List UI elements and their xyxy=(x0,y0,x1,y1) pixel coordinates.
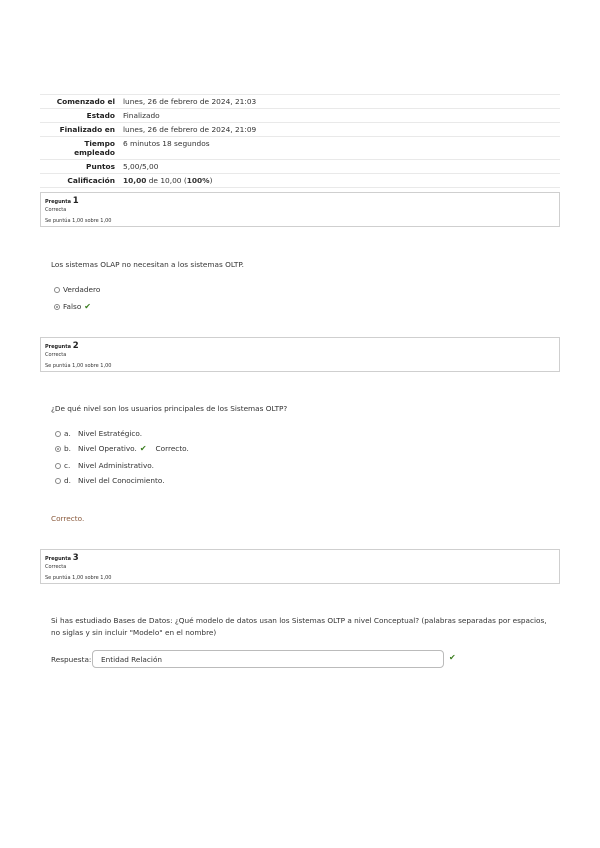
option-label: Verdadero xyxy=(63,285,101,294)
answer-option[interactable] xyxy=(55,429,142,438)
option-label: Nivel del Conocimiento. xyxy=(78,476,165,485)
question-number-value: 2 xyxy=(72,341,79,351)
summary-key: Calificación xyxy=(40,174,119,188)
radio-button[interactable] xyxy=(55,463,61,469)
option-letter: c. xyxy=(64,461,71,470)
question-info-1 xyxy=(40,192,560,227)
summary-value: Finalizado xyxy=(119,109,560,123)
summary-key: Estado xyxy=(40,109,119,123)
summary-row xyxy=(40,137,560,160)
answer-option[interactable] xyxy=(54,302,91,311)
question-label: Pregunta xyxy=(45,344,71,350)
question-number xyxy=(45,196,79,206)
question-info-3 xyxy=(40,549,560,584)
radio-button[interactable] xyxy=(54,287,60,293)
grade-score: 10,00 xyxy=(123,176,147,185)
attempt-summary-table xyxy=(40,94,560,188)
radio-button[interactable] xyxy=(55,478,61,484)
summary-value: lunes, 26 de febrero de 2024, 21:03 xyxy=(119,95,560,109)
summary-value: 6 minutos 18 segundos xyxy=(119,137,560,160)
option-label: Falso xyxy=(63,302,82,311)
question-label: Pregunta xyxy=(45,199,71,205)
option-label: Nivel Estratégico. xyxy=(78,429,143,438)
question-text-line-1: Si has estudiado Bases de Datos: ¿Qué modelo de datos usan los Sistemas OLTP a nivel Conceptual? (palabras separadas por espacios, xyxy=(51,616,547,625)
question-grade: Se puntúa 1,00 sobre 1,00 xyxy=(45,363,112,369)
option-letter: d. xyxy=(64,476,71,485)
answer-option[interactable] xyxy=(55,444,189,453)
summary-row xyxy=(40,109,560,123)
question-info-2 xyxy=(40,337,560,372)
answer-option[interactable] xyxy=(55,461,154,470)
radio-button-selected[interactable] xyxy=(55,446,61,452)
summary-value xyxy=(119,174,560,188)
grade-percent: 100% xyxy=(186,176,210,185)
answer-input[interactable]: Entidad Relación xyxy=(92,650,444,668)
question-number-value: 1 xyxy=(72,196,79,206)
summary-value: 5,00/5,00 xyxy=(119,160,560,174)
question-label: Pregunta xyxy=(45,556,71,562)
summary-value: lunes, 26 de febrero de 2024, 21:09 xyxy=(119,123,560,137)
check-icon: ✔ xyxy=(449,653,456,662)
answer-label: Respuesta: xyxy=(51,655,92,664)
option-label: Nivel Administrativo. xyxy=(78,461,154,470)
summary-key: Tiempo empleado xyxy=(40,137,119,160)
grade-mid: de 10,00 ( xyxy=(146,176,187,185)
question-state: Correcta xyxy=(45,352,67,358)
question-feedback: Correcto. xyxy=(51,514,85,523)
question-state: Correcta xyxy=(45,564,67,570)
option-letter: a. xyxy=(64,429,71,438)
summary-row xyxy=(40,123,560,137)
option-note: Correcto. xyxy=(155,444,189,453)
option-letter: b. xyxy=(64,444,71,453)
question-number-value: 3 xyxy=(72,553,79,563)
grade-end: ) xyxy=(209,176,213,185)
check-icon: ✔ xyxy=(84,302,91,311)
radio-button-selected[interactable] xyxy=(54,304,60,310)
radio-button[interactable] xyxy=(55,431,61,437)
answer-option[interactable] xyxy=(54,285,100,294)
summary-row xyxy=(40,160,560,174)
question-number xyxy=(45,553,79,563)
check-icon: ✔ xyxy=(139,444,147,453)
summary-key: Finalizado en xyxy=(40,123,119,137)
question-state: Correcta xyxy=(45,207,67,213)
question-grade: Se puntúa 1,00 sobre 1,00 xyxy=(45,218,112,224)
question-number xyxy=(45,341,79,351)
summary-row xyxy=(40,174,560,188)
question-grade: Se puntúa 1,00 sobre 1,00 xyxy=(45,575,112,581)
answer-option[interactable] xyxy=(55,476,165,485)
question-text: ¿De qué nivel son los usuarios principales de los Sistemas OLTP? xyxy=(51,404,288,413)
question-text: Los sistemas OLAP no necesitan a los sistemas OLTP. xyxy=(51,260,244,269)
summary-key: Puntos xyxy=(40,160,119,174)
summary-row xyxy=(40,95,560,109)
question-text-line-2: no siglas y sin incluir "Modelo" en el nombre) xyxy=(51,628,217,637)
summary-key: Comenzado el xyxy=(40,95,119,109)
option-label: Nivel Operativo. xyxy=(78,444,137,453)
